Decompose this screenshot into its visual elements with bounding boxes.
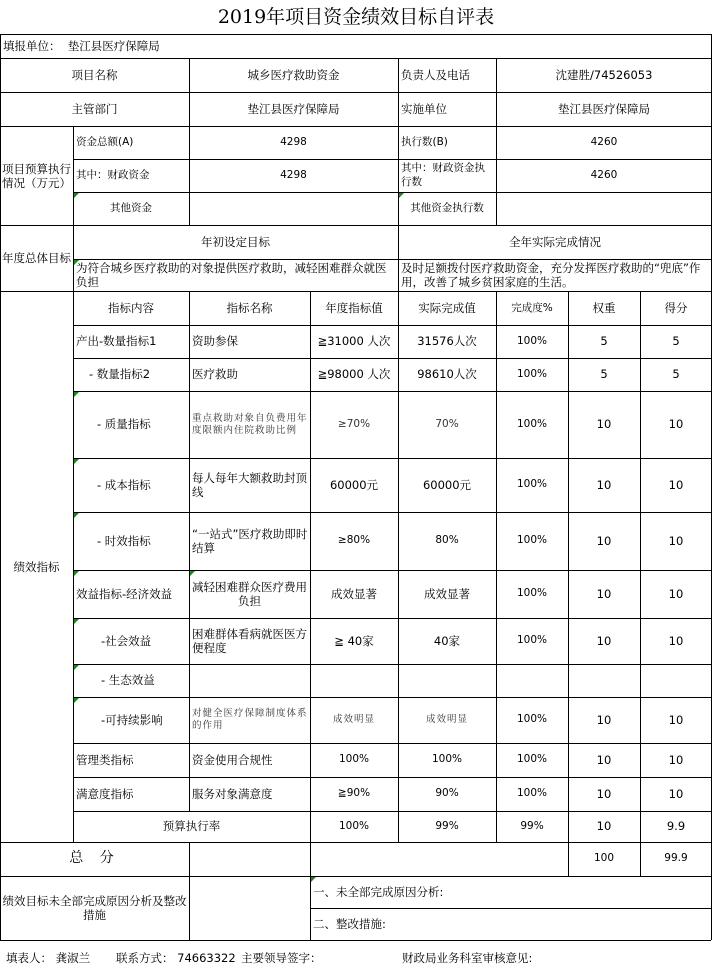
total-label: 总 分 xyxy=(69,850,120,867)
row-score: 5 xyxy=(672,334,680,349)
row-name: 对健全医疗保障制度体系的作用 xyxy=(192,708,308,731)
header-score: 得分 xyxy=(664,301,688,316)
row-content: -可持续影响 xyxy=(101,712,163,727)
header-name: 指标名称 xyxy=(226,301,273,316)
contact-value: 74663322 xyxy=(177,951,236,965)
row-actual: 成效明显 xyxy=(425,714,468,726)
other-exec-label: 其他资金执行数 xyxy=(410,201,484,214)
dept-label: 主管部门 xyxy=(71,101,118,116)
row-rate: 100% xyxy=(516,587,548,600)
row-target: 60000元 xyxy=(329,477,379,492)
row-score: 10 xyxy=(668,586,684,601)
fiscal-exec-value: 4260 xyxy=(590,168,618,181)
row-weight: 10 xyxy=(596,586,612,601)
contact-label: 负责人及电话 xyxy=(401,68,470,83)
analysis-label: 绩效目标未全部完成原因分析及整改措施 xyxy=(2,893,187,922)
project-name-label: 项目名称 xyxy=(71,68,118,83)
impl-value: 垫江县医疗保障局 xyxy=(558,101,650,116)
unit-row xyxy=(0,35,300,58)
row-content: - 数量指标2 xyxy=(89,367,151,382)
row-weight: 10 xyxy=(596,752,612,767)
impl-label: 实施单位 xyxy=(401,101,447,116)
row-score: 10 xyxy=(668,533,684,548)
row-name: 减轻困难群众医疗费用负担 xyxy=(192,579,307,608)
row-content: - 质量指标 xyxy=(97,417,151,432)
row-actual: 40家 xyxy=(433,633,461,648)
header-rate: 完成度% xyxy=(511,301,553,314)
row-content: -社会效益 xyxy=(101,633,152,648)
perf-section-label: 绩效指标 xyxy=(13,559,60,574)
initial-goal-text: 为符合城乡医疗救助的对象提供医疗救助，减轻困难群众就医负担 xyxy=(76,260,387,289)
budget-rate-rate: 99% xyxy=(520,819,544,832)
row-score: 10 xyxy=(668,786,684,801)
row-actual: 98610人次 xyxy=(417,367,477,382)
row-target: ≧90% xyxy=(337,787,371,800)
row-actual: 100% xyxy=(431,753,463,766)
row-rate: 100% xyxy=(516,634,548,647)
contact-value: 沈建胜/74526053 xyxy=(555,68,653,83)
budget-rate-target: 100% xyxy=(338,819,370,832)
header-weight: 权重 xyxy=(592,301,616,316)
footer-contact xyxy=(116,945,236,971)
row-score: 5 xyxy=(672,367,680,382)
fiscal-value: 4298 xyxy=(280,168,307,181)
row-target: ≧ 40家 xyxy=(334,633,374,648)
page-title: 2019年项目资金绩效目标自评表 xyxy=(217,6,495,28)
row-name: 重点救助对象自负费用年度限额内住院救助比例 xyxy=(192,412,308,436)
row-weight: 5 xyxy=(600,334,608,349)
exec-value: 4260 xyxy=(590,136,618,149)
row-score: 10 xyxy=(668,633,684,648)
analysis-reason: 一、未全部完成原因分析: xyxy=(313,884,444,899)
total-value: 4298 xyxy=(280,136,307,149)
row-content: - 时效指标 xyxy=(97,533,151,548)
other-label: 其他资金 xyxy=(110,201,152,214)
grid-line xyxy=(0,940,711,941)
row-name: “一站式”医疗救助即时结算 xyxy=(192,526,308,555)
exec-label: 执行数(B) xyxy=(401,136,448,149)
row-actual: 80% xyxy=(435,534,459,547)
actual-goal-text: 及时足额拨付医疗救助资金，充分发挥医疗救助的“兜底”作用，改善了城乡贫困家庭的生活。 xyxy=(401,260,701,289)
total-label: 资金总额(A) xyxy=(76,136,134,149)
row-content: - 成本指标 xyxy=(97,477,151,492)
row-target: ≧31000 人次 xyxy=(317,334,391,349)
row-weight: 5 xyxy=(600,367,608,382)
row-rate: 100% xyxy=(516,534,548,547)
row-rate: 100% xyxy=(516,417,548,430)
project-name-value: 城乡医疗救助资金 xyxy=(247,68,340,83)
footer-review: 财政局业务科室审核意见: xyxy=(402,951,533,965)
header-content: 指标内容 xyxy=(108,301,154,316)
row-actual: 70% xyxy=(435,417,459,430)
row-actual: 90% xyxy=(435,787,459,800)
row-actual: 成效显著 xyxy=(424,586,470,601)
header-target: 年度指标值 xyxy=(325,301,383,316)
row-content: 效益指标-经济效益 xyxy=(76,586,173,601)
footer-leader: 主要领导签字： xyxy=(241,951,322,965)
actual-goal-header: 全年实际完成情况 xyxy=(509,235,601,250)
row-score: 10 xyxy=(668,417,684,432)
row-rate: 100% xyxy=(516,753,548,766)
header-actual: 实际完成值 xyxy=(418,301,476,316)
total-score: 99.9 xyxy=(664,852,688,865)
row-target: 成效显著 xyxy=(331,586,377,601)
row-content: 产出-数量指标1 xyxy=(76,334,157,349)
footer-filler xyxy=(6,945,90,971)
row-name: 困难群体看病就医医方便程度 xyxy=(192,626,307,655)
row-content: 管理类指标 xyxy=(76,752,134,767)
analysis-measure: 二、整改措施: xyxy=(313,916,386,931)
budget-rate-actual: 99% xyxy=(435,819,459,832)
fiscal-label: 其中：财政资金 xyxy=(76,168,150,181)
row-rate: 100% xyxy=(516,787,548,800)
row-weight: 10 xyxy=(596,633,612,648)
row-score: 10 xyxy=(668,712,684,727)
row-weight: 10 xyxy=(596,712,612,727)
total-weight: 100 xyxy=(593,852,615,865)
row-name: 医疗救助 xyxy=(192,367,238,382)
row-weight: 10 xyxy=(596,786,612,801)
row-name: 每人每年大额救助封顶线 xyxy=(192,470,307,499)
row-target: 成效明显 xyxy=(332,714,375,726)
grid-line xyxy=(189,842,190,940)
row-target: ≧98000 人次 xyxy=(317,367,391,382)
row-target: 100% xyxy=(338,753,370,766)
row-rate: 100% xyxy=(516,367,548,380)
row-rate: 100% xyxy=(516,478,548,491)
budget-rate-label: 预算执行率 xyxy=(162,819,221,834)
row-name: 资助参保 xyxy=(192,334,238,349)
row-weight: 10 xyxy=(596,417,612,432)
filler-label: 填表人： xyxy=(6,951,52,965)
row-weight: 10 xyxy=(596,477,612,492)
row-target: ≥70% xyxy=(337,417,371,430)
row-weight: 10 xyxy=(596,533,612,548)
budget-rate-weight: 10 xyxy=(596,819,612,834)
row-score: 10 xyxy=(668,752,684,767)
fiscal-exec-label: 其中：财政资金执行数 xyxy=(401,162,485,188)
row-rate: 100% xyxy=(516,713,548,726)
annual-section-label: 年度总体目标 xyxy=(2,251,71,266)
dept-value: 垫江县医疗保障局 xyxy=(247,101,340,116)
row-content: - 生态效益 xyxy=(101,673,155,688)
initial-goal-header: 年初设定目标 xyxy=(201,235,270,250)
unit-label: 填报单位： xyxy=(3,39,61,54)
unit-value: 垫江县医疗保障局 xyxy=(67,39,160,54)
row-target: ≥80% xyxy=(337,534,371,547)
budget-rate-score: 9.9 xyxy=(666,819,686,834)
row-name: 资金使用合规性 xyxy=(192,752,273,767)
row-actual: 31576人次 xyxy=(417,334,477,349)
row-name: 服务对象满意度 xyxy=(192,786,273,801)
filler-value: 龚淑兰 xyxy=(55,951,91,965)
row-content: 满意度指标 xyxy=(76,786,134,801)
row-rate: 100% xyxy=(516,334,548,347)
row-score: 10 xyxy=(668,477,684,492)
budget-section-label: 项目预算执行情况（万元） xyxy=(2,161,71,190)
contact-label: 联系方式： xyxy=(116,951,174,965)
row-actual: 60000元 xyxy=(422,477,472,492)
